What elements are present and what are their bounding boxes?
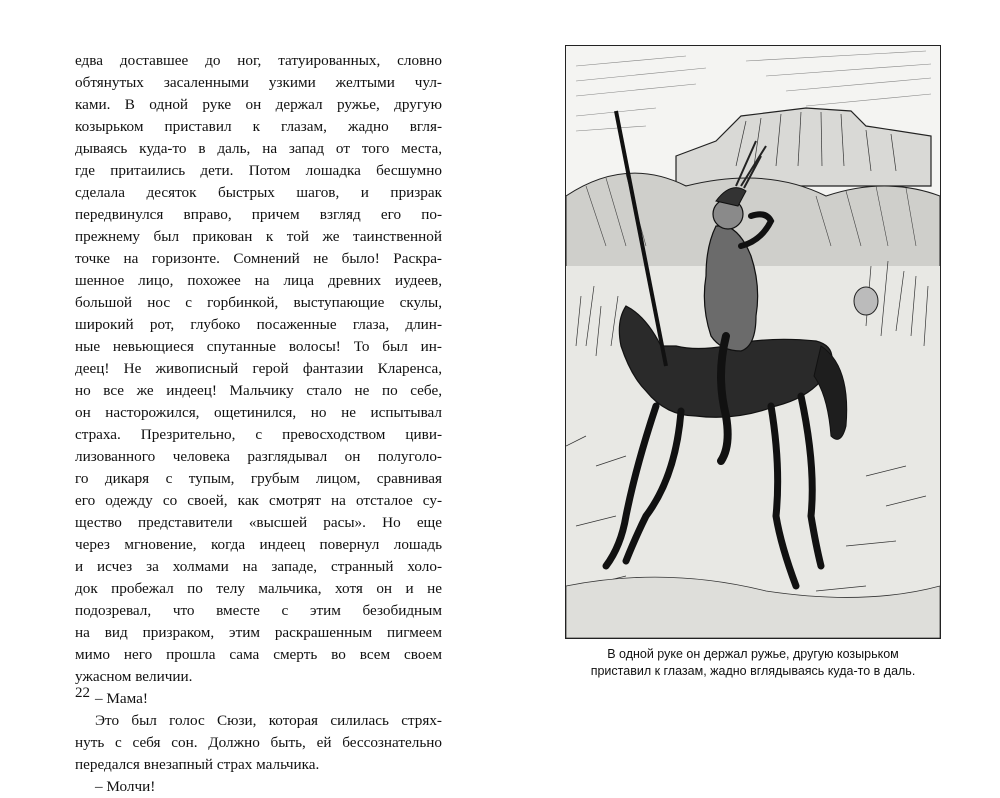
text-line: – Молчи! xyxy=(95,778,156,795)
text-line: Это был голос Сюзи, которая силилась стрях- xyxy=(95,712,442,729)
caption-line-1: В одной руке он держал ружье, другую козырьком xyxy=(607,647,899,661)
text-line: передвинулся вправо, причем взгляд его по- xyxy=(75,206,442,223)
text-line: шенное лицо, похожее на лица древних иудеев, xyxy=(75,272,442,289)
illustration xyxy=(565,45,941,639)
illustration-caption xyxy=(548,646,958,680)
text-line: подозревал, что вместе с этим безобидным xyxy=(75,602,442,619)
text-line: точке на горизонте. Сомнений не было! Раскра- xyxy=(75,250,442,267)
indian-rider-drawing xyxy=(566,46,940,638)
text-line: его одежду со своей, как смотрят на отсталое су- xyxy=(75,492,442,509)
text-line: большой нос с горбинкой, выступающие скулы, xyxy=(75,294,442,311)
text-line: мимо него прошла сама смерть во всем своем xyxy=(75,646,442,663)
page-number: 22 xyxy=(75,685,90,701)
text-line: щество представители «высшей расы». Но еще xyxy=(75,514,442,531)
left-page-text xyxy=(75,50,442,798)
text-line: прежнему был прикован к той же таинственной xyxy=(75,228,442,245)
text-line: ные невьющиеся спутанные волосы! То был ин- xyxy=(75,338,442,355)
text-line: передался внезапный страх мальчика. xyxy=(75,756,320,773)
hiding-child xyxy=(854,287,878,315)
text-line: нуть с себя сон. Должно быть, ей бессознательно xyxy=(75,734,442,751)
text-line: широкий рот, глубоко посаженные глаза, длин- xyxy=(75,316,442,333)
text-line: страха. Презрительно, с превосходством циви- xyxy=(75,426,442,443)
text-line: обтянутых засаленными узкими желтыми чул- xyxy=(75,74,442,91)
text-line: док пробежал по телу мальчика, хотя он и не xyxy=(75,580,442,597)
caption-line-2: приставил к глазам, жадно вглядываясь куда-то в даль. xyxy=(590,664,916,678)
text-line: через мгновение, когда индеец повернул лошадь xyxy=(75,536,442,553)
text-line: – Мама! xyxy=(95,690,148,707)
text-line: сделала десяток быстрых шагов, и призрак xyxy=(75,184,442,201)
text-line: но все же индеец! Мальчику стало не по себе, xyxy=(75,382,442,399)
text-line: ужасном величии. xyxy=(75,668,193,685)
text-line: ками. В одной руке он держал ружье, другую xyxy=(75,96,442,113)
text-line: дываясь куда-то в даль, на запад от того места, xyxy=(75,140,442,157)
text-line: он насторожился, ощетинился, но не испытывал xyxy=(75,404,442,421)
text-line: и исчез за холмами на западе, странный холо- xyxy=(75,558,442,575)
text-line: на вид призраком, этим раскрашенным пигмеем xyxy=(75,624,442,641)
text-line: где притаились дети. Потом лошадка бесшумно xyxy=(75,162,442,179)
text-line: го дикаря с тупым, грубым лицом, сравнивая xyxy=(75,470,442,487)
text-line: козырьком приставил к глазам, жадно вгля- xyxy=(75,118,442,135)
text-line: деец! Не живописный герой фантазии Кларенса, xyxy=(75,360,442,377)
text-line: лизованного человека разглядывал он полуголо- xyxy=(75,448,442,465)
text-line: едва доставшее до ног, татуированных, словно xyxy=(75,52,442,69)
